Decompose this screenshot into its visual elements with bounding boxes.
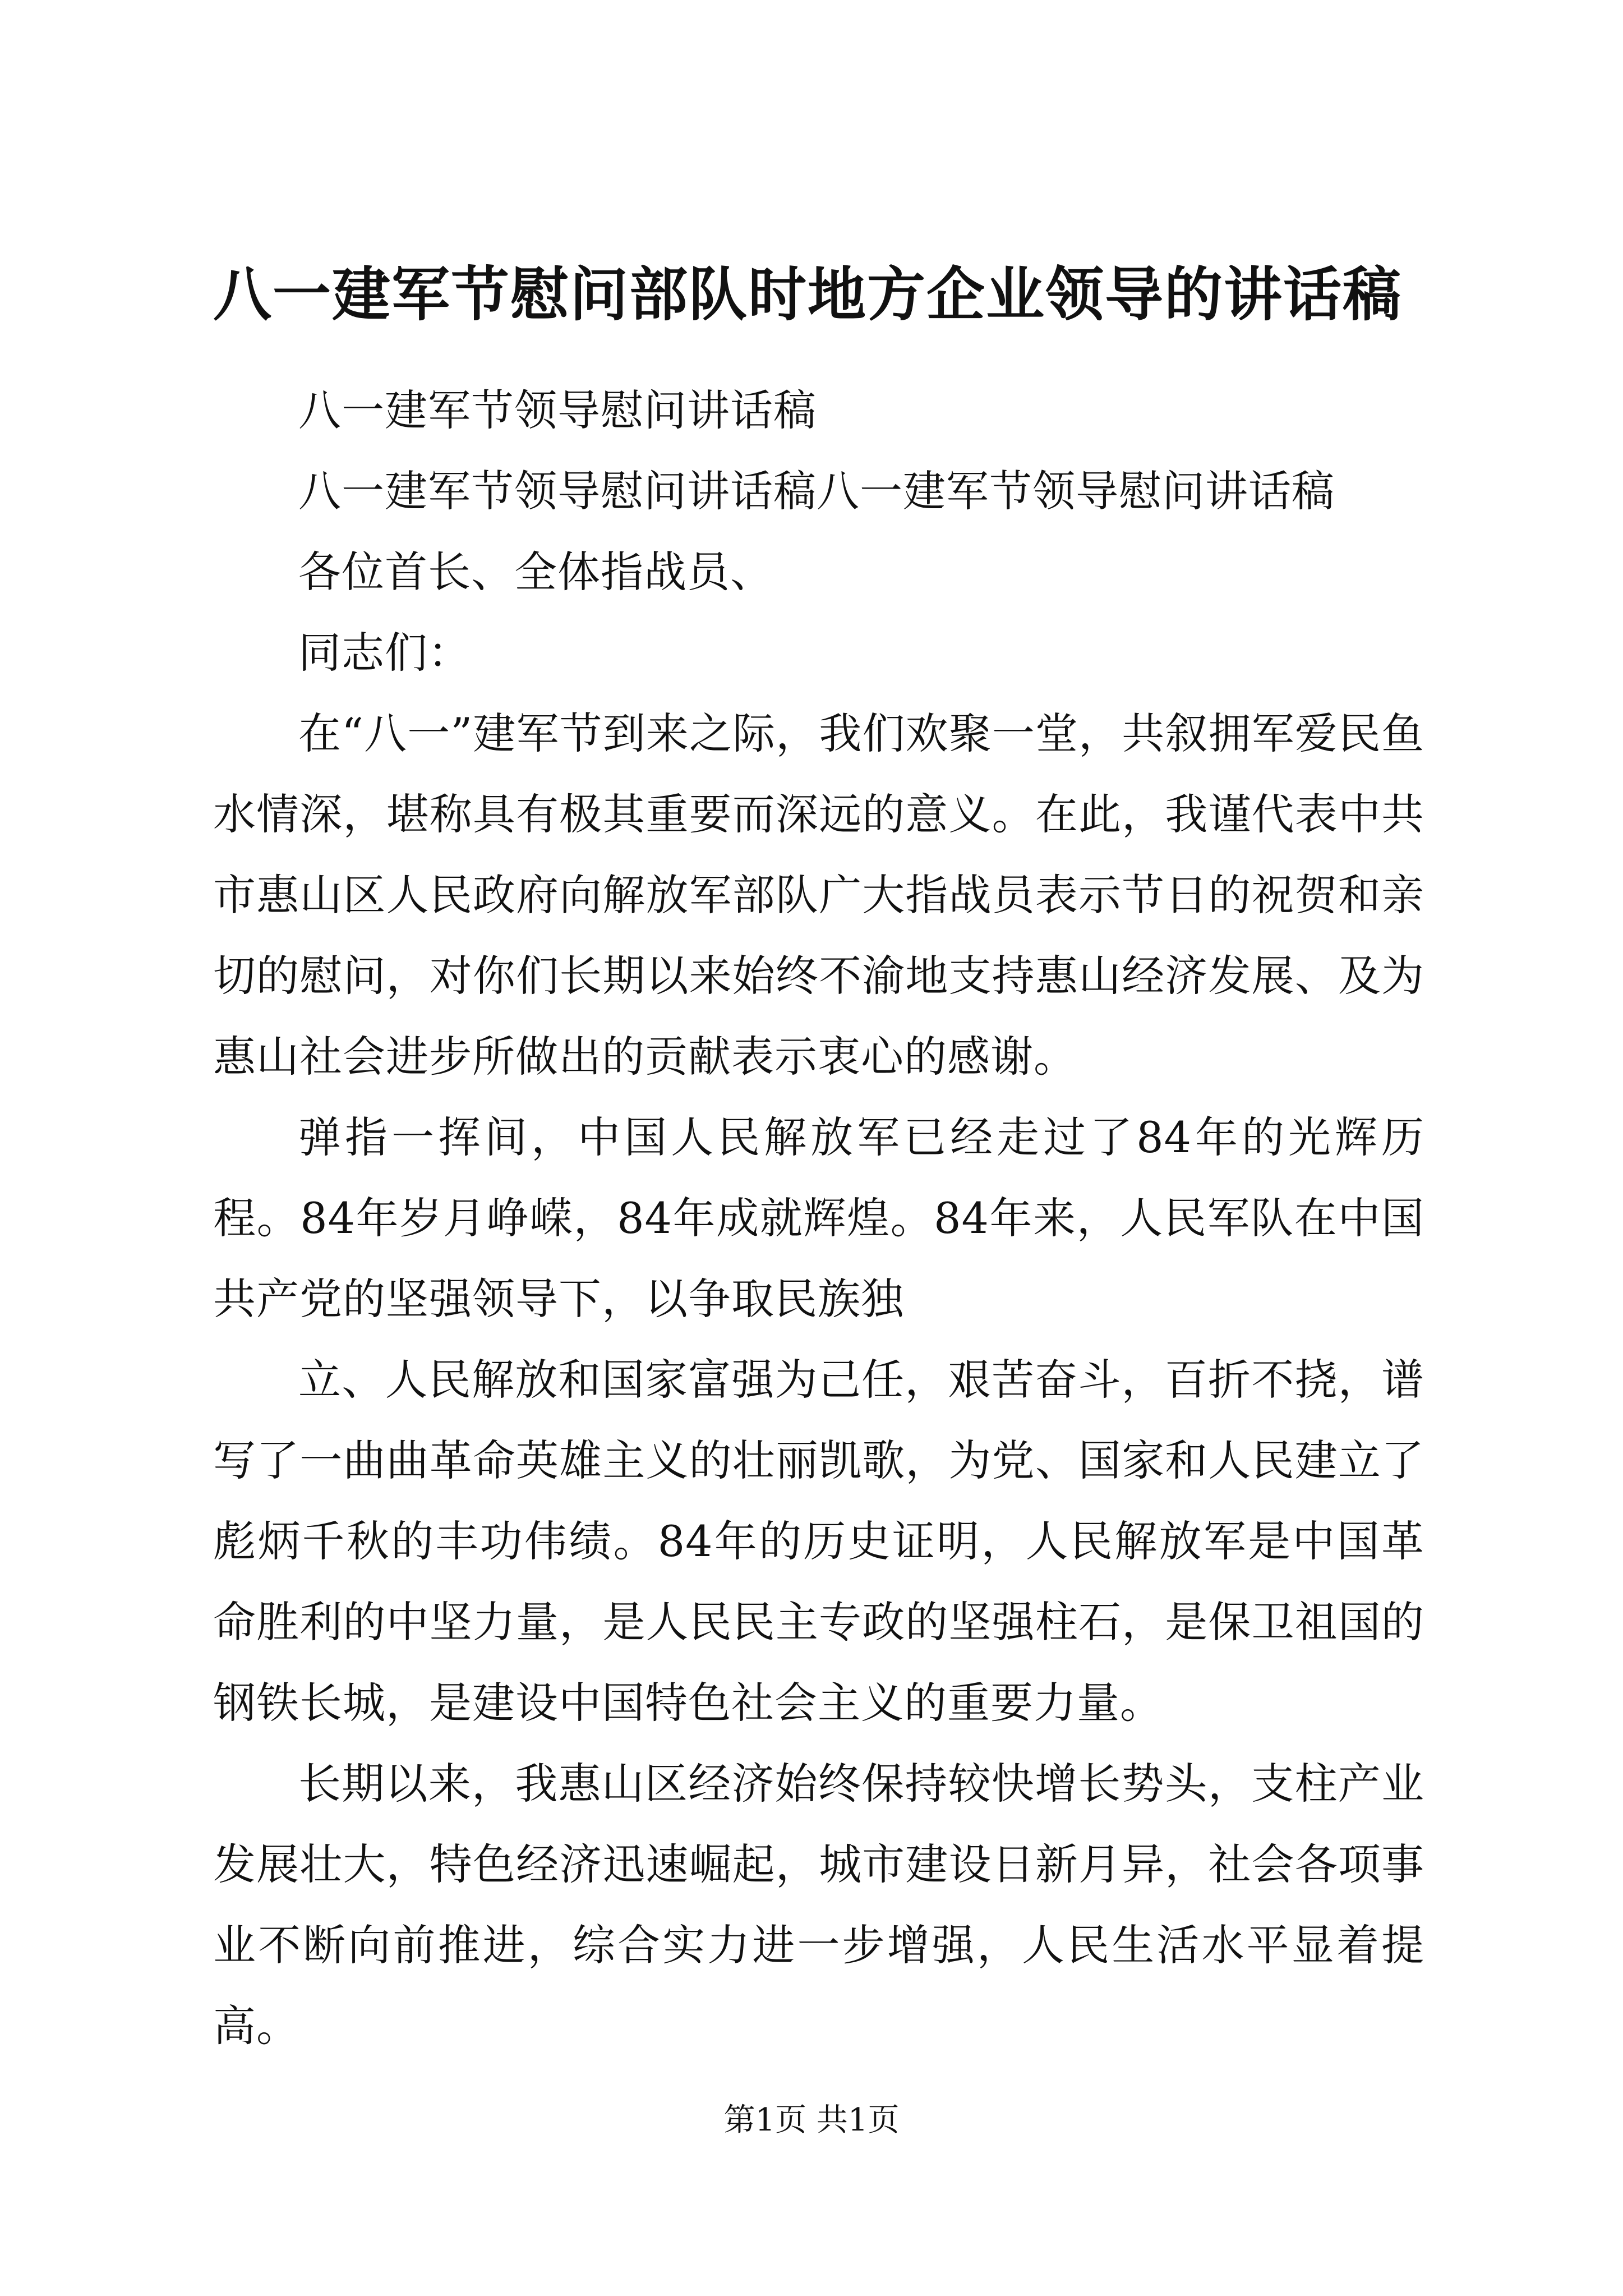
paragraph-subtitle: 八一建军节领导慰问讲话稿 xyxy=(298,385,817,435)
paragraph-opening: 在“八一”建军节到来之际，我们欢聚一堂，共叙拥军爱民鱼水情深，堪称具有极其重要而深远的意义。在此，我谨代表中共市惠山区人民政府向解放军部队广大指战员表示节日的祝贺和亲切的慰问，对你们长期以来始终不渝地支持惠山经济发展、及为惠山社会进步所做出的贡献表示衷心的感谢。 xyxy=(213,708,1424,1082)
paragraph-history-continued: 立、人民解放和国家富强为己任，艰苦奋斗，百折不挠，谱写了一曲曲革命英雄主义的壮丽凯歌，为党、国家和人民建立了彪炳千秋的丰功伟绩。84年的历史证明，人民解放军是中国革命胜利的中坚力量，是人民民主专政的坚强柱石，是保卫祖国的钢铁长城，是建设中国特色社会主义的重要力量。 xyxy=(213,1355,1424,1728)
page-number-footer: 第1页 共1页 xyxy=(723,2102,900,2138)
paragraph-history: 弹指一挥间，中国人民解放军已经走过了84年的光辉历程。84年岁月峥嵘，84年成就辉煌。84年来，人民军队在中国共产党的坚强领导下，以争取民族独 xyxy=(213,1112,1424,1324)
paragraph-salutation-comrades: 同志们： xyxy=(298,628,471,678)
document-body xyxy=(213,370,1424,2067)
paragraph-subtitle-repeat: 八一建军节领导慰问讲话稿八一建军节领导慰问讲话稿 xyxy=(298,466,1335,516)
paragraph-economy: 长期以来，我惠山区经济始终保持较快增长势头，支柱产业发展壮大，特色经济迅速崛起，城市建设日新月异，社会各项事业不断向前推进，综合实力进一步增强，人民生活水平显着提高。 xyxy=(213,1759,1424,2051)
paragraph-salutation: 各位首长、全体指战员、 xyxy=(298,547,773,597)
document-title: 八一建军节慰问部队时地方企业领导的讲话稿 xyxy=(213,260,1403,329)
